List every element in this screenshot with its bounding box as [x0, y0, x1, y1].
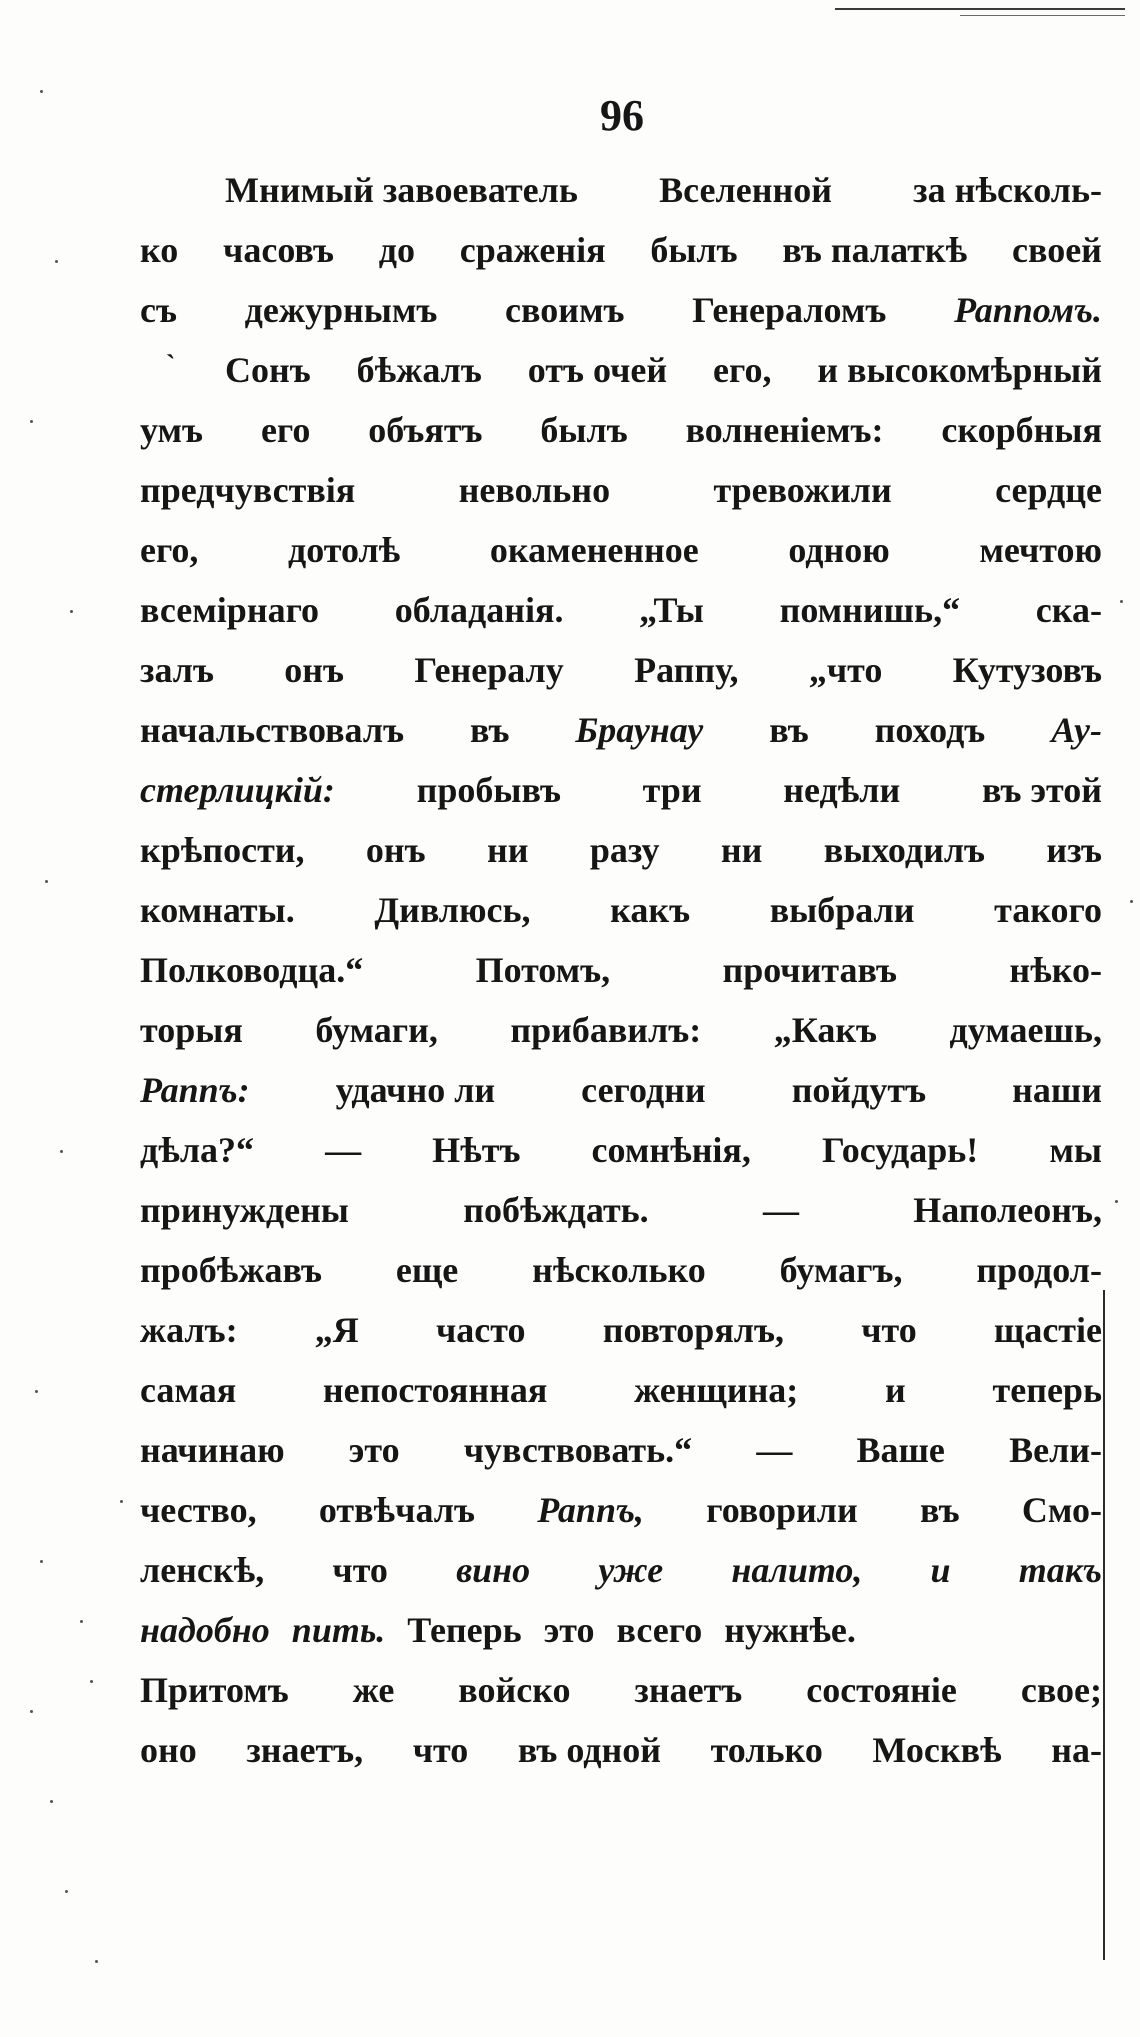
text-line — [140, 880, 1102, 940]
right-margin-line — [1103, 1290, 1105, 1960]
text-word: налито, — [731, 1550, 863, 1590]
text-word: три — [642, 770, 702, 810]
text-word: дотолѣ — [288, 530, 401, 570]
text-word: ни — [486, 830, 529, 870]
paper-speck — [40, 1560, 43, 1563]
text-line — [140, 280, 1102, 340]
top-edge-rule-thin — [960, 15, 1125, 16]
text-line — [140, 1480, 1102, 1540]
paper-speck — [35, 1390, 38, 1393]
text-word: пробѣжавъ — [140, 1250, 323, 1290]
text-word: разу — [589, 830, 660, 870]
text-word: за нѣсколь- — [913, 170, 1102, 210]
top-edge-rule — [835, 8, 1125, 10]
text-word: былъ — [650, 230, 738, 270]
text-word: Наполеонъ, — [913, 1190, 1102, 1230]
text-word: уже — [598, 1550, 664, 1590]
text-word: часто — [436, 1310, 526, 1350]
text-word: волненіемъ: — [685, 410, 884, 450]
text-word: это — [543, 1610, 595, 1650]
text-line — [140, 220, 1102, 280]
text-word: знаетъ — [634, 1670, 743, 1710]
text-word: Браунау — [575, 710, 704, 750]
text-word: знаетъ, — [246, 1730, 364, 1770]
text-word: ска- — [1035, 590, 1102, 630]
text-word: Генераломъ — [692, 290, 887, 330]
text-word: Дивлюсь, — [374, 890, 531, 930]
text-line — [140, 1540, 1102, 1600]
text-word: „Ты — [639, 590, 704, 630]
paper-speck — [80, 1620, 83, 1623]
text-word: „Какъ — [773, 1010, 878, 1050]
text-word: Мнимый завоеватель — [225, 170, 578, 210]
text-word: съ — [140, 290, 177, 330]
text-word: изъ — [1046, 830, 1102, 870]
text-word: пробывъ — [416, 770, 561, 810]
text-word: состояніе — [806, 1670, 957, 1710]
text-word: сомнѣнія, — [591, 1130, 751, 1170]
text-word: отъ очей — [527, 350, 668, 390]
text-line — [140, 1300, 1102, 1360]
text-word: въ палаткѣ — [782, 230, 968, 270]
text-word: Притомъ — [140, 1670, 289, 1710]
text-word: чувствовать.“ — [463, 1430, 693, 1470]
text-line — [140, 1720, 1102, 1780]
text-word: и — [930, 1550, 951, 1590]
text-word: стерлицкій: — [140, 770, 335, 810]
text-word: повторялъ, — [602, 1310, 784, 1350]
text-line — [140, 1120, 1102, 1180]
text-word: его, — [140, 530, 199, 570]
text-line — [140, 940, 1102, 1000]
text-word: объятъ — [368, 410, 483, 450]
text-word: непостоянная — [322, 1370, 548, 1410]
text-word: бѣжалъ — [356, 350, 482, 390]
text-word: Ваше — [856, 1430, 945, 1470]
text-word: Теперь — [407, 1610, 522, 1650]
text-line — [140, 1000, 1102, 1060]
text-word: въ — [769, 710, 809, 750]
text-word: дѣла?“ — [140, 1130, 255, 1170]
text-word: вино — [456, 1550, 531, 1590]
text-line — [140, 1600, 1102, 1660]
text-line — [140, 1060, 1102, 1120]
paper-speck — [70, 610, 73, 613]
paper-speck — [55, 260, 58, 263]
text-word: нужнѣе. — [724, 1610, 856, 1650]
text-word: своимъ — [505, 290, 625, 330]
text-word: онъ — [365, 830, 426, 870]
text-word: сраженія — [459, 230, 606, 270]
text-word: свое; — [1020, 1670, 1102, 1710]
text-word: Раппъ: — [140, 1070, 250, 1110]
text-word: скорбныя — [941, 410, 1102, 450]
text-word: Кутузовъ — [952, 650, 1102, 690]
text-word: невольно — [458, 470, 611, 510]
text-word: залъ — [140, 650, 214, 690]
text-word: недѣли — [783, 770, 901, 810]
text-word: умъ — [140, 410, 204, 450]
text-word: „что — [808, 650, 883, 690]
text-word: торыя — [140, 1010, 243, 1050]
body-text — [140, 160, 1102, 1780]
text-word: сегодни — [581, 1070, 706, 1110]
text-word: побѣждать. — [463, 1190, 649, 1230]
text-word: оно — [140, 1730, 197, 1770]
text-word: принуждены — [140, 1190, 349, 1230]
text-word: начальствовалъ — [140, 710, 405, 750]
text-word: — — [756, 1430, 793, 1470]
text-line — [140, 460, 1102, 520]
text-line — [140, 580, 1102, 640]
stray-mark: ˋ — [166, 350, 176, 381]
text-word: думаешь, — [949, 1010, 1102, 1050]
paper-speck — [90, 1680, 93, 1683]
text-word: и высокомѣрный — [817, 350, 1102, 390]
text-line — [140, 1180, 1102, 1240]
text-word: обладанія. — [394, 590, 564, 630]
text-word: одною — [788, 530, 890, 570]
text-word: удачно ли — [335, 1070, 496, 1110]
text-word: Нѣтъ — [432, 1130, 521, 1170]
paper-speck — [60, 1150, 63, 1153]
text-word: своей — [1012, 230, 1102, 270]
text-word: что — [332, 1550, 388, 1590]
text-word: говорили — [706, 1490, 858, 1530]
paper-speck — [1115, 1200, 1118, 1203]
text-word: что — [412, 1730, 469, 1770]
text-word: щастіе — [993, 1310, 1102, 1350]
text-word: бумагъ, — [779, 1250, 903, 1290]
paper-speck — [45, 880, 48, 883]
text-word: войско — [458, 1670, 571, 1710]
text-word: всего — [616, 1610, 703, 1650]
text-word: отвѣчалъ — [318, 1490, 475, 1530]
text-word: окамененное — [489, 530, 699, 570]
text-word: часовъ — [223, 230, 334, 270]
text-word: дежурнымъ — [244, 290, 438, 330]
text-word: мы — [1049, 1130, 1102, 1170]
paper-speck — [30, 420, 33, 423]
text-line — [140, 400, 1102, 460]
paper-speck — [65, 1890, 68, 1893]
text-word: ленскѣ, — [140, 1550, 265, 1590]
text-line — [140, 760, 1102, 820]
text-word: выходилъ — [823, 830, 986, 870]
text-word: въ этой — [981, 770, 1102, 810]
text-word: только — [710, 1730, 823, 1770]
text-line — [140, 640, 1102, 700]
text-word: сердце — [995, 470, 1102, 510]
text-word: Москвѣ — [872, 1730, 1002, 1770]
text-word: онъ — [284, 650, 345, 690]
text-word: помнишь,“ — [779, 590, 961, 630]
text-word: жалъ: — [140, 1310, 238, 1350]
paper-speck — [95, 1960, 98, 1963]
text-line — [140, 820, 1102, 880]
text-word: Потомъ, — [475, 950, 611, 990]
text-word: ни — [720, 830, 763, 870]
text-line — [140, 520, 1102, 580]
text-word: и — [885, 1370, 906, 1410]
text-word: прочитавъ — [722, 950, 898, 990]
text-word: пить. — [291, 1610, 386, 1650]
text-word: его — [260, 410, 311, 450]
text-word: до — [378, 230, 415, 270]
text-word: мечтою — [979, 530, 1102, 570]
text-word: нѣко- — [1009, 950, 1102, 990]
paper-speck — [1130, 900, 1133, 903]
text-word: ко — [140, 230, 179, 270]
text-word: въ одной — [517, 1730, 662, 1770]
paper-speck — [120, 1500, 123, 1503]
text-word: крѣпости, — [140, 830, 305, 870]
text-word: комнаты. — [140, 890, 295, 930]
text-word: начинаю — [140, 1430, 285, 1470]
text-word: Смо- — [1021, 1490, 1102, 1530]
text-line — [140, 700, 1102, 760]
text-word: продол- — [976, 1250, 1102, 1290]
text-word: пойдутъ — [791, 1070, 927, 1110]
text-word: походъ — [874, 710, 986, 750]
text-word: прибавилъ: — [510, 1010, 702, 1050]
text-word: Вели- — [1009, 1430, 1102, 1470]
text-word: чество, — [140, 1490, 257, 1530]
text-word: женщина; — [634, 1370, 799, 1410]
text-line — [140, 160, 1102, 220]
text-word: самая — [140, 1370, 237, 1410]
text-line — [140, 1240, 1102, 1300]
text-word: Генералу — [414, 650, 564, 690]
text-word: еще — [395, 1250, 459, 1290]
text-word: это — [348, 1430, 400, 1470]
paper-speck — [1120, 600, 1123, 603]
text-word: Раппъ, — [537, 1490, 644, 1530]
text-word: какъ — [610, 890, 691, 930]
text-word: Государь! — [822, 1130, 979, 1170]
text-word: такъ — [1018, 1550, 1102, 1590]
text-line — [140, 340, 1102, 400]
text-word: Сонъ — [225, 350, 311, 390]
text-word: Вселенной — [659, 170, 832, 210]
text-word: тревожили — [713, 470, 892, 510]
text-word: въ — [920, 1490, 960, 1530]
text-word: предчувствія — [140, 470, 356, 510]
text-word: наши — [1012, 1070, 1102, 1110]
text-word: всемірнаго — [140, 590, 320, 630]
text-word: такого — [994, 890, 1102, 930]
text-word: теперь — [992, 1370, 1102, 1410]
text-line — [140, 1360, 1102, 1420]
text-word: что — [861, 1310, 917, 1350]
text-word: „Я — [314, 1310, 359, 1350]
text-word: Раппомъ. — [954, 290, 1102, 330]
text-line — [140, 1660, 1102, 1720]
page-number: 96 — [600, 91, 644, 140]
text-line — [140, 1420, 1102, 1480]
text-word: его, — [713, 350, 772, 390]
text-word: былъ — [540, 410, 628, 450]
text-word: бумаги, — [315, 1010, 438, 1050]
text-word: Ау- — [1051, 710, 1102, 750]
text-word: — — [325, 1130, 362, 1170]
text-word: Раппу, — [634, 650, 739, 690]
text-word: Полководца.“ — [140, 950, 364, 990]
text-word: на- — [1051, 1730, 1102, 1770]
text-word: выбрали — [769, 890, 915, 930]
paper-speck — [50, 1800, 53, 1803]
text-word: въ — [469, 710, 510, 750]
paper-speck — [40, 90, 43, 93]
paper-speck — [30, 1710, 33, 1713]
text-word: — — [762, 1190, 799, 1230]
text-word: нѣсколько — [532, 1250, 706, 1290]
text-word: надобно — [140, 1610, 270, 1650]
text-word: же — [352, 1670, 395, 1710]
